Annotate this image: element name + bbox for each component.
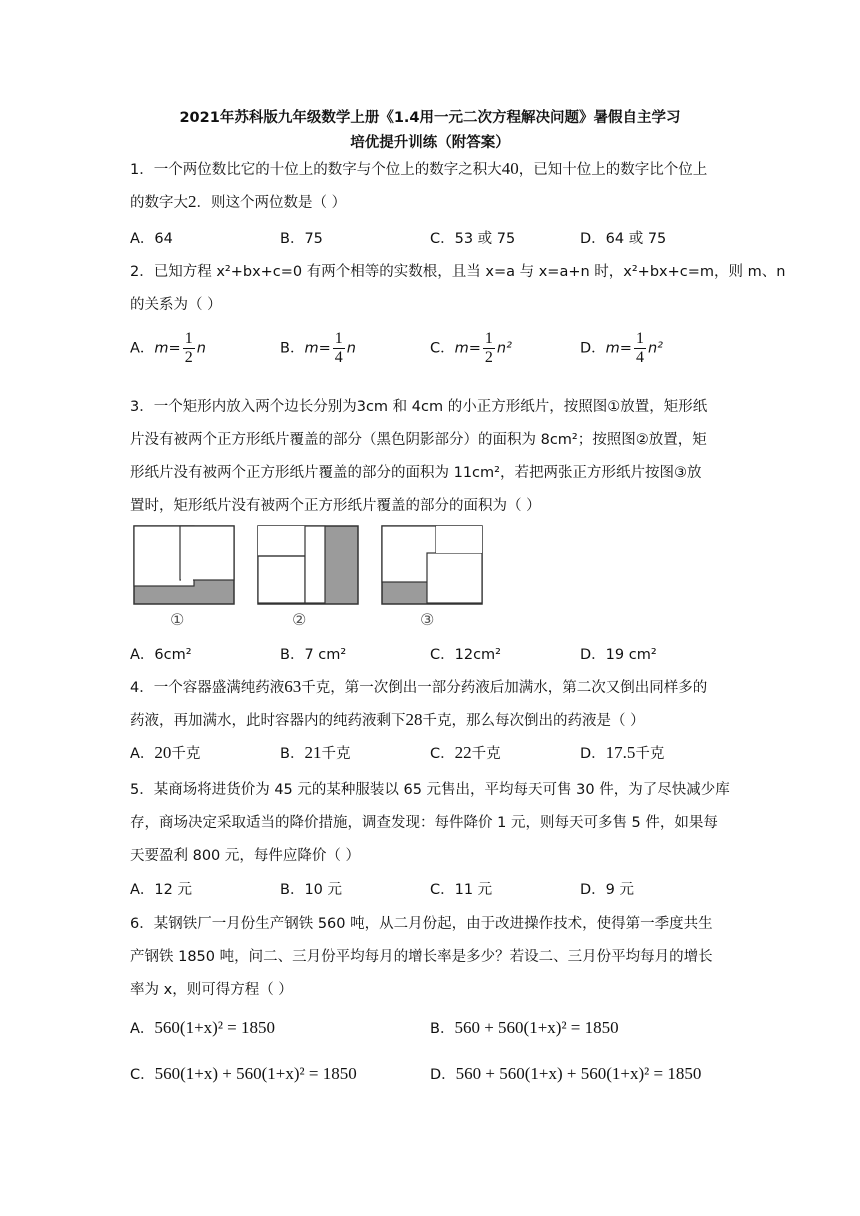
q1-text-c: ，已知十位上的数字比个位上 (518, 162, 708, 178)
q4-line1 (130, 676, 707, 697)
q4-option-b (280, 742, 350, 763)
q2-option-a-label: A． (130, 340, 155, 357)
q2-option-a-num: 1 (184, 330, 193, 347)
q6-option-a-label: A． (130, 1021, 155, 1037)
q3-option-a: A．6cm² (130, 647, 192, 663)
q4-option-a-unit: 千克 (171, 746, 201, 762)
q2-option-d-label: D． (580, 340, 606, 357)
q6-option-b-label: B． (430, 1021, 455, 1037)
q3-option-d: D．19 cm² (580, 647, 657, 663)
q2-option-d-lhs: m= (605, 340, 632, 357)
q2-option-c-lhs: m= (454, 340, 481, 357)
q2-option-c-num: 1 (484, 330, 493, 347)
q1-text-2c: ．则这个两位数是（ ） (196, 195, 347, 211)
fig1-overlap (181, 527, 193, 585)
q4-text-2c: 千克，那么每次倒出的药液是（ ） (422, 713, 645, 729)
fig3-top-right-gap (436, 526, 482, 553)
q2-option-b-label: B． (280, 340, 305, 357)
fig3-square-large (427, 553, 482, 603)
q3-option-b: B．7 cm² (280, 647, 347, 663)
q4-option-b-num: 21 (304, 743, 322, 762)
document-title-line1: 2021年苏科版九年级数学上册《1.4用一元二次方程解决问题》暑假自主学习 (179, 110, 681, 126)
q2-option-d (580, 330, 663, 367)
q1-text-2a: 的数字大 (130, 195, 188, 211)
q2-option-a-lhs: m= (154, 340, 181, 357)
q4-option-d-label: D． (580, 746, 606, 762)
q4-option-c (430, 742, 501, 763)
q5-option-a: A．12 元 (130, 882, 192, 898)
q3-line3: 形纸片没有被两个正方形纸片覆盖的部分的面积为 11cm²，若把两张正方形纸片按图③放 (130, 465, 702, 481)
q4-text-a: 4．一个容器盛满纯药液 (130, 680, 285, 696)
q2-option-d-num: 1 (635, 330, 644, 347)
q4-option-b-unit: 千克 (321, 746, 351, 762)
q5-line1: 5．某商场将进货价为 45 元的某种服装以 65 元售出，平均每天可售 30 件，为了尽快减少库 (130, 782, 730, 798)
q2-option-a (130, 330, 206, 367)
q6-line2: 产钢铁 1850 吨，问二、三月份平均每月的增长率是多少？若设二、三月份平均每月的增长 (130, 949, 713, 965)
fig2-square-large (305, 526, 325, 603)
q1-line2 (130, 191, 346, 212)
q4-option-d-unit: 千克 (635, 746, 665, 762)
q5-line2: 存，商场决定采取适当的降价措施，调查发现：每件降价 1 元，则每天可多售 5 件，如果每 (130, 815, 718, 831)
q4-option-a-label: A． (130, 746, 155, 762)
q6-option-d (430, 1063, 701, 1084)
q3-figure-3-label: ③ (420, 610, 435, 629)
q2-option-b-fraction (333, 330, 345, 367)
q1-option-a: A．64 (130, 231, 173, 247)
q6-option-a (130, 1017, 275, 1038)
q2-option-b (280, 330, 356, 367)
q6-option-c (130, 1063, 357, 1084)
q3-figure-1-label: ① (170, 610, 185, 629)
q2-option-a-den: 2 (184, 349, 193, 366)
q2-option-b-num: 1 (334, 330, 343, 347)
q1-number-40: 40 (501, 159, 519, 178)
fig2-square-small (258, 556, 305, 603)
q4-option-c-unit: 千克 (471, 746, 501, 762)
q6-option-d-label: D． (430, 1067, 456, 1083)
q5-option-d: D．9 元 (580, 882, 634, 898)
q2-option-b-tail: n (346, 340, 356, 357)
q6-line1: 6．某钢铁厂一月份生产钢铁 560 吨，从二月份起，由于改进操作技术，使得第一季度共生 (130, 916, 713, 932)
q4-number-28: 28 (405, 710, 423, 729)
q1-line1 (130, 158, 707, 179)
q6-option-d-equation: 560 + 560(1+x) + 560(1+x)² = 1850 (455, 1064, 702, 1083)
q2-line1: 2．已知方程 x²+bx+c=0 有两个相等的实数根，且当 x=a 与 x=a+n 时，x²+bx+c=m，则 m、n (130, 264, 786, 280)
q4-text-2a: 药液，再加满水，此时容器内的纯药液剩下 (130, 713, 406, 729)
q1-number-2: 2 (188, 192, 197, 211)
q6-option-c-equation: 560(1+x) + 560(1+x)² = 1850 (154, 1064, 357, 1083)
q3-figure-2-label: ② (292, 610, 307, 629)
q4-option-d (580, 742, 664, 763)
q4-option-c-label: C． (430, 746, 455, 762)
q5-line3: 天要盈利 800 元，每件应降价（ ） (130, 848, 361, 864)
q1-option-c: C．53 或 75 (430, 231, 516, 247)
q4-option-a-num: 20 (154, 743, 172, 762)
q6-option-b-equation: 560 + 560(1+x)² = 1850 (454, 1018, 619, 1037)
q3-line1: 3．一个矩形内放入两个边长分别为3cm 和 4cm 的小正方形纸片，按照图①放置，矩形纸 (130, 399, 708, 415)
q4-line2 (130, 709, 645, 730)
q2-option-c-tail: n² (496, 340, 512, 357)
q5-option-c: C．11 元 (430, 882, 493, 898)
q2-option-c (430, 330, 512, 367)
q2-line2: 的关系为（ ） (130, 297, 222, 313)
q4-option-c-num: 22 (454, 743, 472, 762)
q5-option-b: B．10 元 (280, 882, 343, 898)
q2-option-a-fraction (183, 330, 195, 367)
q2-option-d-tail: n² (647, 340, 663, 357)
q2-option-a-tail: n (196, 340, 206, 357)
q2-option-d-fraction (634, 330, 646, 367)
q4-number-63: 63 (284, 677, 302, 696)
q4-option-d-num: 17.5 (605, 743, 636, 762)
q4-text-c: 千克，第一次倒出一部分药液后加满水，第二次又倒出同样多的 (301, 680, 708, 696)
q4-option-a (130, 742, 200, 763)
q2-option-c-fraction (483, 330, 495, 367)
q3-line2: 片没有被两个正方形纸片覆盖的部分（黑色阴影部分）的面积为 8cm²；按照图②放置，矩 (130, 432, 707, 448)
q2-option-c-den: 2 (484, 349, 493, 366)
q4-option-b-label: B． (280, 746, 305, 762)
q2-option-b-den: 4 (334, 349, 343, 366)
q2-option-d-den: 4 (635, 349, 644, 366)
q3-figure-3 (381, 525, 483, 605)
q1-option-b: B．75 (280, 231, 323, 247)
q3-figure-2 (257, 525, 359, 605)
q2-option-c-label: C． (430, 340, 455, 357)
q6-line3: 率为 x，则可得方程（ ） (130, 982, 293, 998)
q6-option-c-label: C． (130, 1067, 155, 1083)
document-title-line2: 培优提升训练（附答案） (350, 135, 510, 151)
q3-option-c: C．12cm² (430, 647, 501, 663)
q2-option-b-lhs: m= (304, 340, 331, 357)
q3-figure-1 (133, 525, 235, 605)
q1-text-a: 1．一个两位数比它的十位上的数字与个位上的数字之积大 (130, 162, 502, 178)
q6-option-b (430, 1017, 619, 1038)
q3-line4: 置时，矩形纸片没有被两个正方形纸片覆盖的部分的面积为（ ） (130, 498, 541, 514)
q6-option-a-equation: 560(1+x)² = 1850 (154, 1018, 276, 1037)
q1-option-d: D．64 或 75 (580, 231, 667, 247)
